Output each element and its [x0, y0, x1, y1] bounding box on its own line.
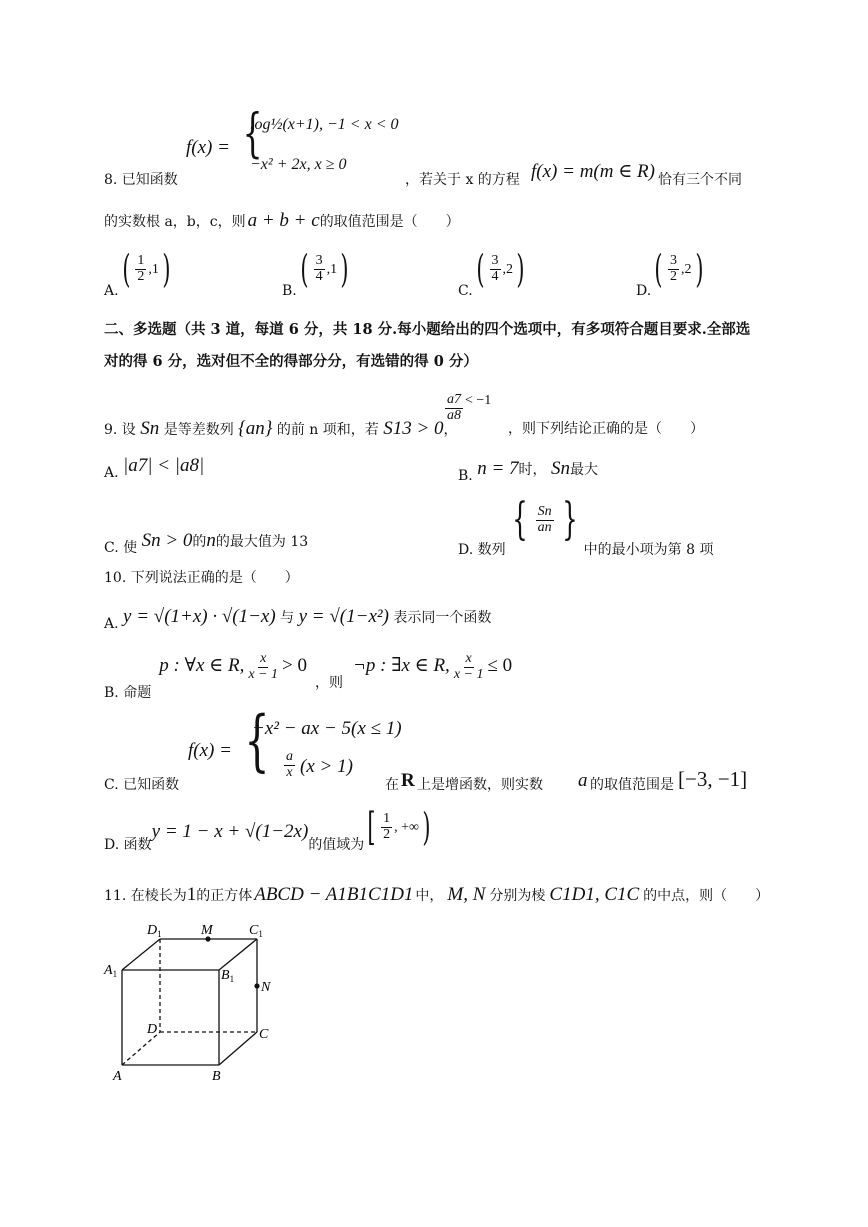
q8-line2	[104, 210, 460, 232]
label-b: B	[212, 1069, 221, 1084]
option-label: C.	[458, 283, 473, 299]
q10-option-a: A. y = √(1+x) · √(1−x) 与 y = √(1−x²) 表示同一个函数	[104, 606, 492, 632]
q8-case1: log½(x+1), −1 < x < 0	[250, 116, 399, 133]
q8-line2-prefix: 的实数根 a，b，c，则	[104, 214, 246, 230]
q10-stem: 10. 下列说法正确的是（ ）	[104, 570, 299, 586]
q11-stem: 11. 在棱长为1的正方体 ABCD − A1B1C1D1 中， M, N 分别为棱 C1D1, C1C 的中点，则（ ）	[104, 884, 770, 905]
label-a: A	[113, 1069, 122, 1084]
section2-heading-line2: 对的得 6 分，选对但不全的得部分分，有选错的得 0 分）	[104, 353, 478, 370]
label-a1: $A_1$	[104, 963, 118, 979]
option-label: D.	[636, 283, 652, 299]
label-c: C	[259, 1027, 269, 1042]
q9-cond1: S13 > 0	[383, 418, 444, 439]
label-b1: $B_1$	[221, 968, 235, 984]
q8-option-a: A.( $\frac{1}{2}$ ,1)	[104, 247, 171, 299]
q8-option-d: D.( $\frac{3}{2}$ ,2)	[636, 247, 704, 299]
q8-case2: −x² + 2x, x ≥ 0	[250, 156, 347, 173]
q8-line2-suffix: 的取值范围是（ ）	[319, 214, 460, 230]
section2-heading-line1: 二、多选题（共 3 道，每道 6 分，共 18 分.每小题给出的四个选项中，有多项符合题目要求.全部选	[104, 321, 751, 338]
option-label: B.	[282, 283, 297, 299]
q9-stem: 9. 设 Sn 是等差数列 {an} 的前 n 项和，若 S13 > 0，	[104, 418, 458, 439]
q9-sn: Sn	[140, 418, 160, 439]
label-d: D	[147, 1022, 158, 1037]
q10-option-d: D. 函数y = 1 − x + √(1−2x)的值域为[ $\frac{1}{2}$ , +∞)	[104, 805, 431, 853]
point-n	[254, 983, 259, 988]
q10-option-b: B. 命题p : ∀x ∈ R, $\frac{x}{x - 1}$ > 0，则¬p : ∃x ∈ R, $\frac{x}{x - 1}$ ≤ 0	[104, 651, 513, 702]
q8-line1-suffix: 恰有三个不同	[658, 172, 742, 188]
q9-option-d: D. 数列{ $\frac{Sn}{an}$ }中的最小项为第 8 项	[458, 494, 714, 558]
q8-sum: a + b + c	[247, 210, 320, 231]
q8-brace: {	[242, 104, 263, 164]
label-d1: $D_1$	[147, 923, 162, 939]
q10-option-c: C. 已知函数 f(x) = { −x² − ax − 5(x ≤ 1) a x (x > 1) 在 R 上是增函数，则实数 a 的取值范围是 [−3, −1]	[104, 702, 748, 793]
label-n: N	[261, 980, 271, 995]
label-m: M	[201, 923, 213, 938]
q8-option-c: C.( $\frac{3}{4}$ ,2)	[458, 247, 525, 299]
q9-option-a: A. |a7| < |a8|	[104, 455, 205, 481]
option-label: A.	[104, 283, 119, 299]
cube-figure	[100, 915, 300, 1095]
q9-stem-suffix: ，则下列结论正确的是（ ）	[508, 421, 704, 437]
q9-an: {an}	[238, 418, 273, 439]
q9-cond2: $\frac{a7}{a8}$ < −1	[447, 392, 492, 423]
q9-option-b: B. n = 7时， Sn最大	[458, 458, 598, 484]
q8-option-b: B.( $\frac{3}{4}$ ,1)	[282, 247, 349, 299]
q8-line1-prefix: 8. 已知函数	[104, 172, 178, 188]
q8-func-name: f(x) =	[186, 137, 230, 158]
label-c1: $C_1$	[249, 923, 263, 939]
q9-option-c: C. 使 Sn > 0的n的最大值为 13	[104, 530, 309, 556]
q8-equation: f(x) = m(m ∈ R)	[531, 161, 655, 182]
q8-line1-mid: ，若关于 x 的方程	[405, 172, 520, 188]
